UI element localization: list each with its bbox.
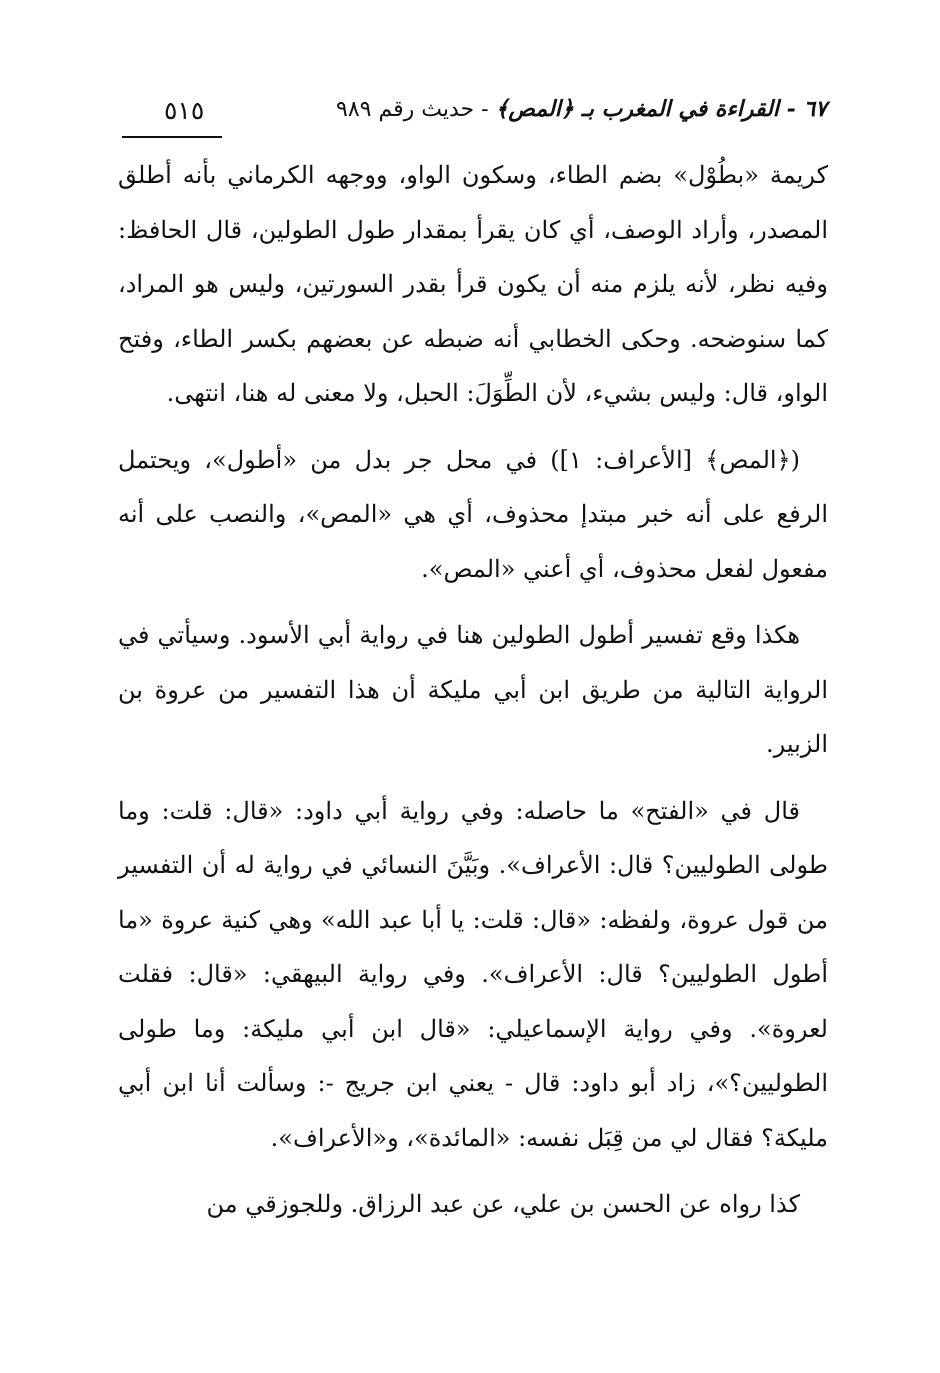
page-body	[118, 148, 828, 1244]
chapter-title: ٦٧ - القراءة في المغرب بـ ﴿المص﴾	[495, 96, 827, 122]
page-header	[122, 96, 827, 138]
hadith-number: - حديث رقم ٩٨٩	[336, 97, 496, 122]
running-title	[336, 96, 827, 122]
page-number: ٥١٥	[164, 96, 205, 125]
paragraph-4: قال في «الفتح» ما حاصله: وفي رواية أبي داود: «قال: قلت: وما طولى الطوليين؟ قال: الأعراف». وبَيَّنَ النسائي في رواية له أن التفسير من قول عروة، ولفظه: «قال: قلت: يا أبا عبد الله» وهي كنية عروة «ما أطول الطوليين؟ قال: الأعراف». وفي رواية البيهقي: «قال: فقلت لعروة». وفي رواية الإسماعيلي: «قال ابن أبي مليكة: وما طولى الطوليين؟»، زاد أبو داود: قال - يعني ابن جريج -: وسألت أنا ابن أبي مليكة؟ فقال لي من قِبَل نفسه: «المائدة»، و«الأعراف».	[118, 796, 828, 1152]
paragraph-2: (﴿المص﴾ [الأعراف: ١]) في محل جر بدل من «أطول»، ويحتمل الرفع على أنه خبر مبتدإ محذوف، أي هي «المص»، والنصب على أنه مفعول لفعل محذوف، أي أعني «المص».	[118, 445, 828, 583]
paragraph-1: كريمة «بطُوْل» بضم الطاء، وسكون الواو، ووجهه الكرماني بأنه أطلق المصدر، وأراد الوصف، أي كان يقرأ بمقدار طول الطولين، قال الحافظ: وفيه نظر، لأنه يلزم منه أن يكون قرأ بقدر السورتين، وليس هو المراد، كما سنوضحه. وحكى الخطابي أنه ضبطه عن بعضهم بكسر الطاء، وفتح الواو، قال: وليس بشيء، لأن الطِّوَلَ: الحبل، ولا معنى له هنا، انتهى.	[118, 161, 828, 407]
paragraph-5: كذا رواه عن الحسن بن علي، عن عبد الرزاق. وللجوزقي من	[206, 1190, 800, 1218]
paragraph-3: هكذا وقع تفسير أطول الطولين هنا في رواية أبي الأسود. وسيأتي في الرواية التالية من طريق ابن أبي مليكة أن هذا التفسير من عروة بن الزبير.	[118, 621, 828, 758]
header-rule	[122, 136, 222, 138]
